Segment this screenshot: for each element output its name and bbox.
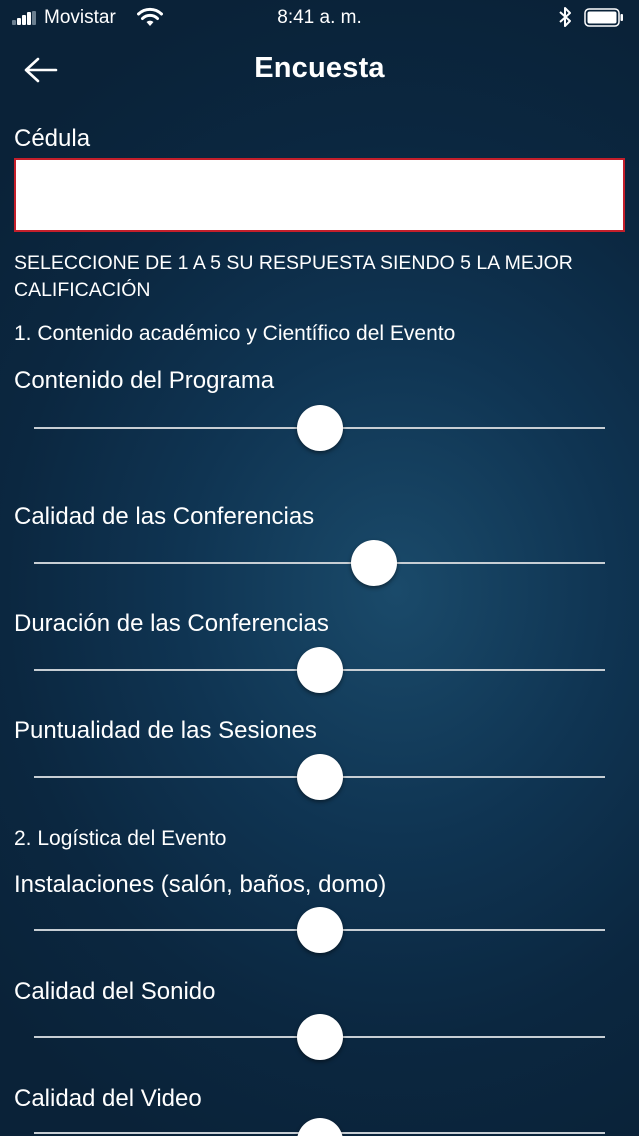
cedula-label: Cédula [14, 125, 91, 152]
slider-thumb[interactable] [297, 1118, 343, 1136]
page-title: Encuesta [254, 52, 385, 84]
question-calidad-conferencias [14, 502, 625, 532]
question-contenido-programa [14, 366, 625, 396]
slider-thumb[interactable] [297, 647, 343, 693]
slider-thumb[interactable] [297, 1014, 343, 1060]
slider-contenido-programa[interactable] [34, 403, 605, 453]
slider-thumb[interactable] [351, 540, 397, 586]
section-2-title: 2. Logística del Evento [14, 827, 227, 850]
question-instalaciones [14, 870, 625, 900]
slider-puntualidad-sesiones[interactable] [34, 752, 605, 802]
slider-instalaciones[interactable] [34, 905, 605, 955]
question-label: Duración de las Conferencias [14, 610, 329, 637]
question-duracion-conferencias [14, 609, 625, 639]
slider-calidad-video[interactable] [34, 1108, 605, 1136]
slider-calidad-conferencias[interactable] [34, 538, 605, 588]
question-label: Calidad del Video [14, 1085, 202, 1112]
question-label: Contenido del Programa [14, 367, 275, 394]
carrier-name: Movistar [44, 7, 116, 28]
question-calidad-sonido [14, 977, 625, 1007]
slider-track [34, 562, 605, 564]
slider-thumb[interactable] [297, 907, 343, 953]
slider-duracion-conferencias[interactable] [34, 645, 605, 695]
question-label: Calidad de las Conferencias [14, 503, 315, 530]
instructions-text: SELECCIONE DE 1 A 5 SU RESPUESTA SIENDO 5 LA MEJOR CALIFICACIÓN [14, 252, 573, 301]
section-1-title: 1. Contenido académico y Científico del Evento [14, 322, 456, 345]
slider-thumb[interactable] [297, 754, 343, 800]
question-label: Puntualidad de las Sesiones [14, 717, 317, 744]
status-time: 8:41 a. m. [277, 7, 362, 28]
question-label: Instalaciones (salón, baños, domo) [14, 871, 387, 898]
slider-calidad-sonido[interactable] [34, 1012, 605, 1062]
slider-thumb[interactable] [297, 405, 343, 451]
question-puntualidad-sesiones [14, 716, 625, 746]
question-label: Calidad del Sonido [14, 978, 216, 1005]
questions-list [14, 0, 625, 1136]
